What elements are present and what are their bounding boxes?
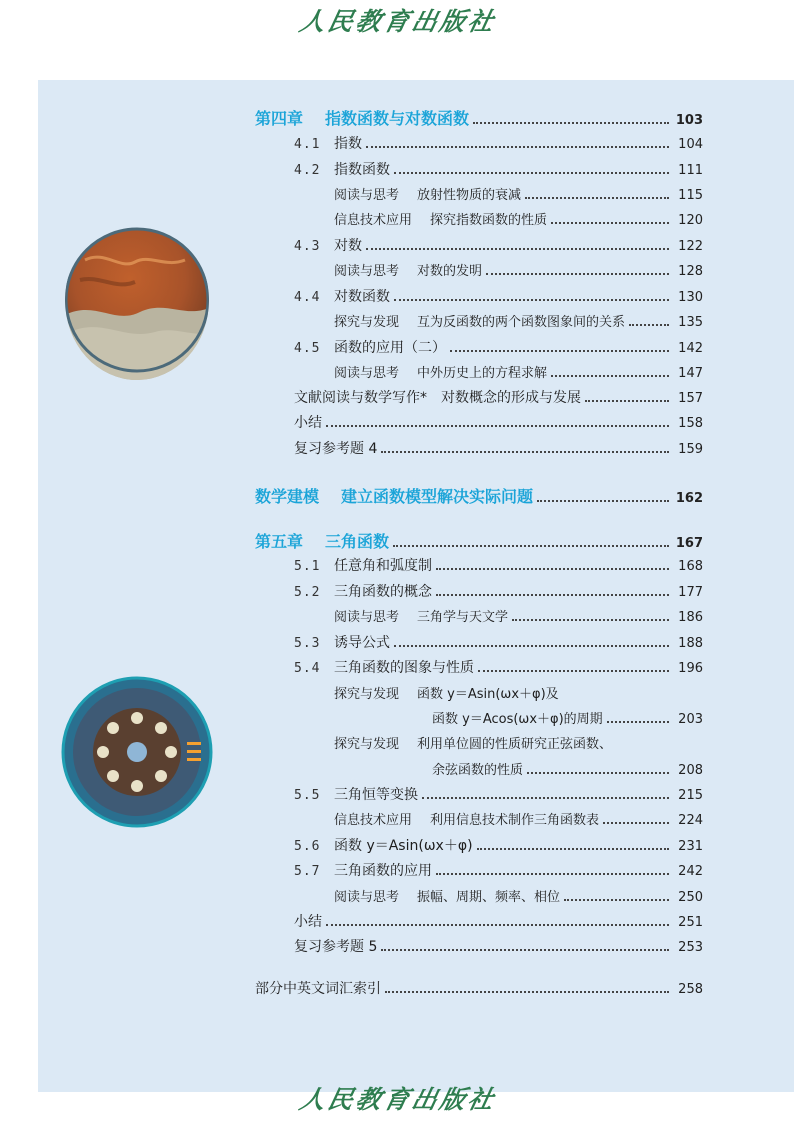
entry-title: 对数的发明 xyxy=(417,264,483,279)
page-number: 196 xyxy=(678,661,703,676)
page-number: 203 xyxy=(678,712,703,727)
entry-title: 余弦函数的性质 xyxy=(432,763,524,778)
feature-tag: 信息技术应用 xyxy=(334,213,413,228)
entry-title: 部分中英文词汇索引 xyxy=(255,981,381,997)
toc-entry[interactable] xyxy=(334,362,703,384)
toc-entry[interactable] xyxy=(294,387,703,409)
toc-entry[interactable] xyxy=(294,784,703,806)
page-number: 208 xyxy=(678,763,703,778)
entry-title: 函数 y＝Asin(ωx＋φ)及 xyxy=(417,687,559,702)
toc-entry[interactable] xyxy=(255,484,703,506)
section-number: 4.5 xyxy=(294,341,321,356)
toc-entry[interactable] xyxy=(294,835,703,857)
dot-leader xyxy=(366,248,669,250)
dot-leader xyxy=(473,122,669,124)
dot-leader xyxy=(629,324,669,326)
entry-title: 振幅、周期、频率、相位 xyxy=(417,890,561,905)
toc-entry[interactable] xyxy=(294,632,703,654)
toc-entry[interactable] xyxy=(294,936,703,958)
entry-title: 函数的应用（二） xyxy=(334,340,446,356)
dot-leader xyxy=(537,500,669,502)
page-number: 135 xyxy=(678,315,703,330)
publisher-logo-top: 人民教育出版社 xyxy=(297,7,500,36)
section-number: 5.2 xyxy=(294,585,321,600)
toc-entry[interactable] xyxy=(334,733,703,755)
page-number: 167 xyxy=(675,536,703,551)
toc-entry[interactable] xyxy=(334,311,703,333)
section-number: 5.1 xyxy=(294,559,321,574)
page-number: 157 xyxy=(678,391,703,406)
entry-title: 三角函数的概念 xyxy=(334,584,432,600)
dot-leader xyxy=(525,197,669,199)
entry-title: 文献阅读与数学写作* 对数概念的形成与发展 xyxy=(294,390,581,406)
page-number: 224 xyxy=(678,813,703,828)
dot-leader xyxy=(450,350,669,352)
dot-leader xyxy=(422,797,669,799)
feature-tag: 阅读与思考 xyxy=(334,610,400,625)
entry-title: 函数 y＝Acos(ωx＋φ)的周期 xyxy=(432,712,603,727)
toc-entry[interactable] xyxy=(294,159,703,181)
page-number: 122 xyxy=(678,239,703,254)
entry-title: 三角函数的应用 xyxy=(334,863,432,879)
dot-leader xyxy=(486,273,669,275)
moon-phases-illustration xyxy=(61,672,213,832)
chapter-title: 三角函数 xyxy=(325,532,390,551)
page-number: 104 xyxy=(678,137,703,152)
dot-leader xyxy=(385,991,669,993)
page-number: 251 xyxy=(678,915,703,930)
entry-title: 三角恒等变换 xyxy=(334,787,418,803)
page-number: 159 xyxy=(678,442,703,457)
toc-entry[interactable] xyxy=(334,683,703,705)
dot-leader xyxy=(366,146,669,148)
dot-leader xyxy=(603,822,669,824)
dot-leader xyxy=(326,924,669,926)
dot-leader xyxy=(394,299,669,301)
toc-entry[interactable] xyxy=(255,978,703,1000)
entry-title: 对数 xyxy=(334,238,362,254)
page-number: 215 xyxy=(678,788,703,803)
toc-entry[interactable] xyxy=(294,286,703,308)
toc-entry[interactable] xyxy=(294,555,703,577)
toc-entry[interactable] xyxy=(334,606,703,628)
terrain-illustration xyxy=(65,220,209,380)
toc-entry[interactable] xyxy=(294,657,703,679)
toc-entry[interactable] xyxy=(294,438,703,460)
section-number: 4.4 xyxy=(294,290,321,305)
entry-title: 三角学与天文学 xyxy=(417,610,509,625)
entry-title: 任意角和弧度制 xyxy=(334,558,432,574)
entry-title: 诱导公式 xyxy=(334,635,390,651)
toc-entry[interactable] xyxy=(334,886,703,908)
chapter-heading xyxy=(255,484,533,507)
dot-leader xyxy=(436,568,669,570)
section-number: 5.5 xyxy=(294,788,321,803)
dot-leader xyxy=(394,172,669,174)
dot-leader xyxy=(436,873,669,875)
section-number: 4.1 xyxy=(294,137,321,152)
publisher-logo-bottom: 人民教育出版社 xyxy=(297,1085,500,1114)
dot-leader xyxy=(381,949,669,951)
entry-title: 小结 xyxy=(294,914,322,930)
entry-title: 指数 xyxy=(334,136,362,152)
chapter-title: 建立函数模型解决实际问题 xyxy=(341,487,534,506)
feature-tag: 阅读与思考 xyxy=(334,890,400,905)
feature-tag: 阅读与思考 xyxy=(334,264,400,279)
dot-leader xyxy=(478,670,669,672)
entry-title: 利用信息技术制作三角函数表 xyxy=(430,813,600,828)
toc-entry[interactable] xyxy=(255,106,703,128)
section-number: 5.3 xyxy=(294,636,321,651)
feature-tag: 阅读与思考 xyxy=(334,188,400,203)
dot-leader xyxy=(512,619,669,621)
entry-title: 互为反函数的两个函数图象间的关系 xyxy=(417,315,626,330)
toc-entry[interactable] xyxy=(294,133,703,155)
dot-leader xyxy=(477,848,669,850)
page-number: 130 xyxy=(678,290,703,305)
page-number: 120 xyxy=(678,213,703,228)
page-number: 142 xyxy=(678,341,703,356)
section-number: 5.4 xyxy=(294,661,321,676)
chapter-title: 指数函数与对数函数 xyxy=(325,109,470,128)
entry-title: 放射性物质的衰减 xyxy=(417,188,522,203)
page-number: 242 xyxy=(678,864,703,879)
toc-entry[interactable] xyxy=(334,184,703,206)
page-number: 188 xyxy=(678,636,703,651)
dot-leader xyxy=(381,451,669,453)
feature-tag: 信息技术应用 xyxy=(334,813,413,828)
dot-leader xyxy=(564,899,669,901)
page-number: 253 xyxy=(678,940,703,955)
toc-entry[interactable] xyxy=(294,337,703,359)
page-number: 128 xyxy=(678,264,703,279)
section-number: 4.3 xyxy=(294,239,321,254)
toc-entry[interactable] xyxy=(432,759,703,781)
chapter-heading xyxy=(255,106,469,129)
dot-leader xyxy=(551,222,669,224)
dot-leader xyxy=(607,721,669,723)
toc-entry[interactable] xyxy=(294,911,703,933)
toc-entry[interactable] xyxy=(255,529,703,551)
dot-leader xyxy=(585,400,669,402)
entry-title: 小结 xyxy=(294,415,322,431)
entry-title: 复习参考题 5 xyxy=(294,939,378,955)
section-number: 5.6 xyxy=(294,839,321,854)
page-number: 258 xyxy=(678,982,703,997)
page-number: 158 xyxy=(678,416,703,431)
chapter-number: 数学建模 xyxy=(255,487,320,506)
chapter-heading xyxy=(255,529,389,552)
toc-entry[interactable] xyxy=(294,412,703,434)
toc-entry[interactable] xyxy=(294,860,703,882)
chapter-number: 第四章 xyxy=(255,109,304,128)
dot-leader xyxy=(393,545,669,547)
page-number: 162 xyxy=(675,491,703,506)
dot-leader xyxy=(394,645,669,647)
section-number: 4.2 xyxy=(294,163,321,178)
toc-entry[interactable] xyxy=(294,581,703,603)
dot-leader xyxy=(326,425,669,427)
entry-title: 函数 y＝Asin(ωx＋φ) xyxy=(334,838,473,854)
page-number: 186 xyxy=(678,610,703,625)
dot-leader xyxy=(436,594,669,596)
section-number: 5.7 xyxy=(294,864,321,879)
dot-leader xyxy=(551,375,669,377)
page-number: 115 xyxy=(678,188,703,203)
toc-entry[interactable] xyxy=(294,235,703,257)
feature-tag: 探究与发现 xyxy=(334,315,400,330)
page-number: 231 xyxy=(678,839,703,854)
entry-title: 复习参考题 4 xyxy=(294,441,378,457)
page-number: 111 xyxy=(678,163,703,178)
page-number: 250 xyxy=(678,890,703,905)
dot-leader xyxy=(527,772,669,774)
page-number: 147 xyxy=(678,366,703,381)
toc-entry[interactable] xyxy=(334,260,703,282)
entry-title: 中外历史上的方程求解 xyxy=(417,366,548,381)
entry-title: 对数函数 xyxy=(334,289,390,305)
feature-tag: 阅读与思考 xyxy=(334,366,400,381)
entry-title: 探究指数函数的性质 xyxy=(430,213,548,228)
chapter-number: 第五章 xyxy=(255,532,304,551)
toc-entry[interactable] xyxy=(334,209,703,231)
toc-entry[interactable] xyxy=(334,809,703,831)
page-number: 103 xyxy=(675,113,703,128)
feature-tag: 探究与发现 xyxy=(334,737,400,752)
toc-entry[interactable] xyxy=(432,708,703,730)
entry-title: 指数函数 xyxy=(334,162,390,178)
page-number: 168 xyxy=(678,559,703,574)
entry-title: 三角函数的图象与性质 xyxy=(334,660,474,676)
feature-tag: 探究与发现 xyxy=(334,687,400,702)
entry-title: 利用单位圆的性质研究正弦函数、 xyxy=(417,737,613,752)
page-number: 177 xyxy=(678,585,703,600)
